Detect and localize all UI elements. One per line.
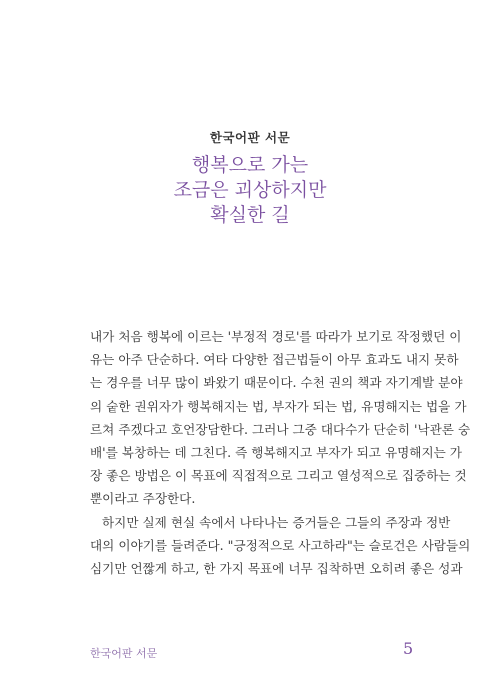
body-text [90,325,471,580]
body-line: 는 경우를 너무 많이 봐왔기 때문이다. 수천 권의 책과 자기계발 분야 [90,375,463,391]
body-line: 대의 이야기를 들려준다. "긍정적으로 사고하라"는 슬로건은 사람들의 [90,537,471,553]
title-line: 행복으로 가는 [191,154,309,176]
title-line: 조금은 괴상하지만 [173,179,327,201]
body-line: 의 숱한 권위자가 행복해지는 법, 부자가 되는 법, 유명해지는 법을 가 [90,398,467,414]
page-title [0,153,500,228]
section-label: 한국어판 서문 [209,130,291,145]
body-line: 배'를 복창하는 데 그친다. 즉 행복해지고 부자가 되고 유명해지는 가 [90,445,462,461]
footer-section-label: 한국어판 서문 [90,647,158,660]
body-line: 유는 아주 단순하다. 여타 다양한 접근법들이 아무 효과도 내지 못하 [90,352,459,368]
body-line: 하지만 실제 현실 속에서 나타나는 증거들은 그들의 주장과 정반 [102,514,451,530]
body-line: 심기만 언짢게 하고, 한 가지 목표에 너무 집착하면 오히려 좋은 성과 [90,561,463,577]
body-line: 르쳐 주겠다고 호언장담한다. 그러나 그중 대다수가 단순히 '낙관론 숭 [90,421,471,437]
title-line: 확실한 길 [210,204,290,226]
page-number: 5 [403,639,414,658]
body-line: 뿐이라고 주장한다. [90,491,196,507]
body-line: 내가 처음 행복에 이르는 '부정적 경로'를 따라가 보기로 작정했던 이 [90,329,462,344]
body-line: 장 좋은 방법은 이 목표에 직접적으로 그리고 열성적으로 집중하는 것 [90,468,467,484]
